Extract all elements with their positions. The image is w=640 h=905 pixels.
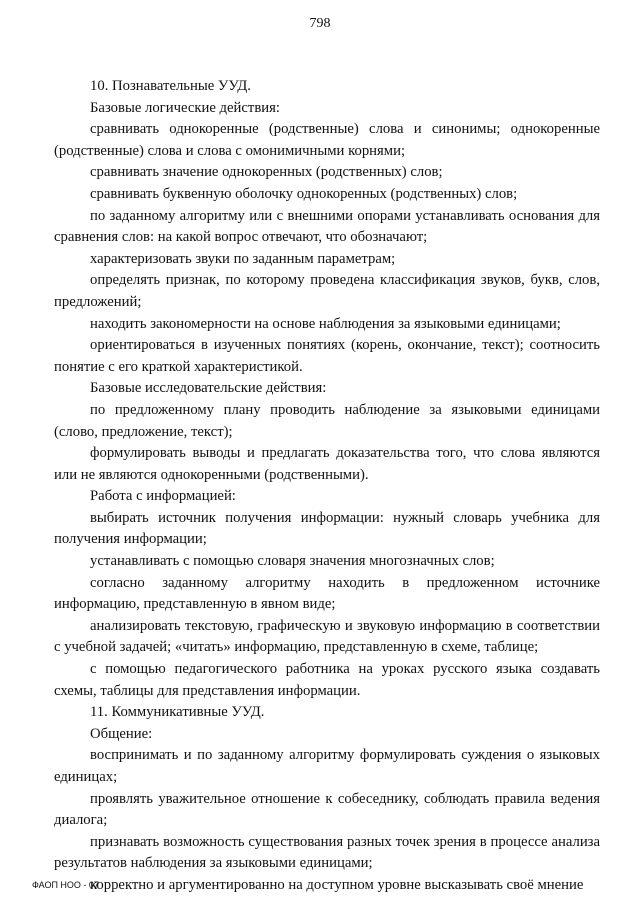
section-heading-cognitive: 10. Познавательные УУД. <box>90 78 251 94</box>
list-item: характеризовать звуки по заданным параметрам; <box>90 250 396 267</box>
list-item: сравнивать однокоренные (родственные) слова и синонимы; однокоренные (родственные) слова и слова с омонимичными корнями; <box>54 121 600 159</box>
subheading-research-actions: Базовые исследовательские действия: <box>90 380 327 397</box>
list-item: с помощью педагогического работника на уроках русского языка создавать схемы, таблицы для представления информации. <box>54 661 600 699</box>
list-item: согласно заданному алгоритму находить в предложенном источнике информацию, представленную в явном виде; <box>54 574 600 613</box>
list-item: воспринимать и по заданному алгоритму формулировать суждения о языковых единицах; <box>54 747 600 785</box>
list-item: выбирать источник получения информации: нужный словарь учебника для получения информации; <box>54 509 600 548</box>
list-item: корректно и аргументированно на доступном уровне высказывать своё мнение <box>90 876 584 893</box>
list-item: по предложенному плану проводить наблюдение за языковыми единицами (слово, предложение, текст); <box>54 401 600 440</box>
list-item: сравнивать значение однокоренных (родственных) слов; <box>90 164 443 181</box>
subheading-logical-actions: Базовые логические действия: <box>90 99 280 116</box>
list-item: по заданному алгоритму или с внешними опорами устанавливать основания для сравнения слов: на какой вопрос отвечают, что обозначают; <box>54 207 600 246</box>
list-item: анализировать текстовую, графическую и звуковую информацию в соответствии с учебной задачей; «читать» информацию, представленную в схеме, таблице; <box>54 617 600 656</box>
list-item: находить закономерности на основе наблюдения за языковыми единицами; <box>90 315 561 332</box>
list-item: сравнивать буквенную оболочку однокоренных (родственных) слов; <box>90 185 518 202</box>
page-number: 798 <box>309 16 331 31</box>
document-body <box>54 76 600 897</box>
list-item: проявлять уважительное отношение к собеседнику, соблюдать правила ведения диалога; <box>54 790 600 829</box>
list-item: устанавливать с помощью словаря значения многозначных слов; <box>90 553 495 570</box>
footer-code: ФАОП НОО - 07 <box>32 880 99 890</box>
list-item: ориентироваться в изученных понятиях (корень, окончание, текст); соотносить понятие с его краткой характеристикой. <box>54 337 600 375</box>
list-item: признавать возможность существования разных точек зрения в процессе анализа результатов наблюдения за языковыми единицами; <box>54 833 600 872</box>
subheading-communication: Общение: <box>90 725 153 742</box>
list-item: определять признак, по которому проведена классификация звуков, букв, слов, предложений; <box>54 272 600 310</box>
section-heading-communicative: 11. Коммуникативные УУД. <box>90 704 265 721</box>
list-item: формулировать выводы и предлагать доказательства того, что слова являются или не являются однокоренными (родственными). <box>54 445 600 483</box>
subheading-information-work: Работа с информацией: <box>90 488 236 505</box>
